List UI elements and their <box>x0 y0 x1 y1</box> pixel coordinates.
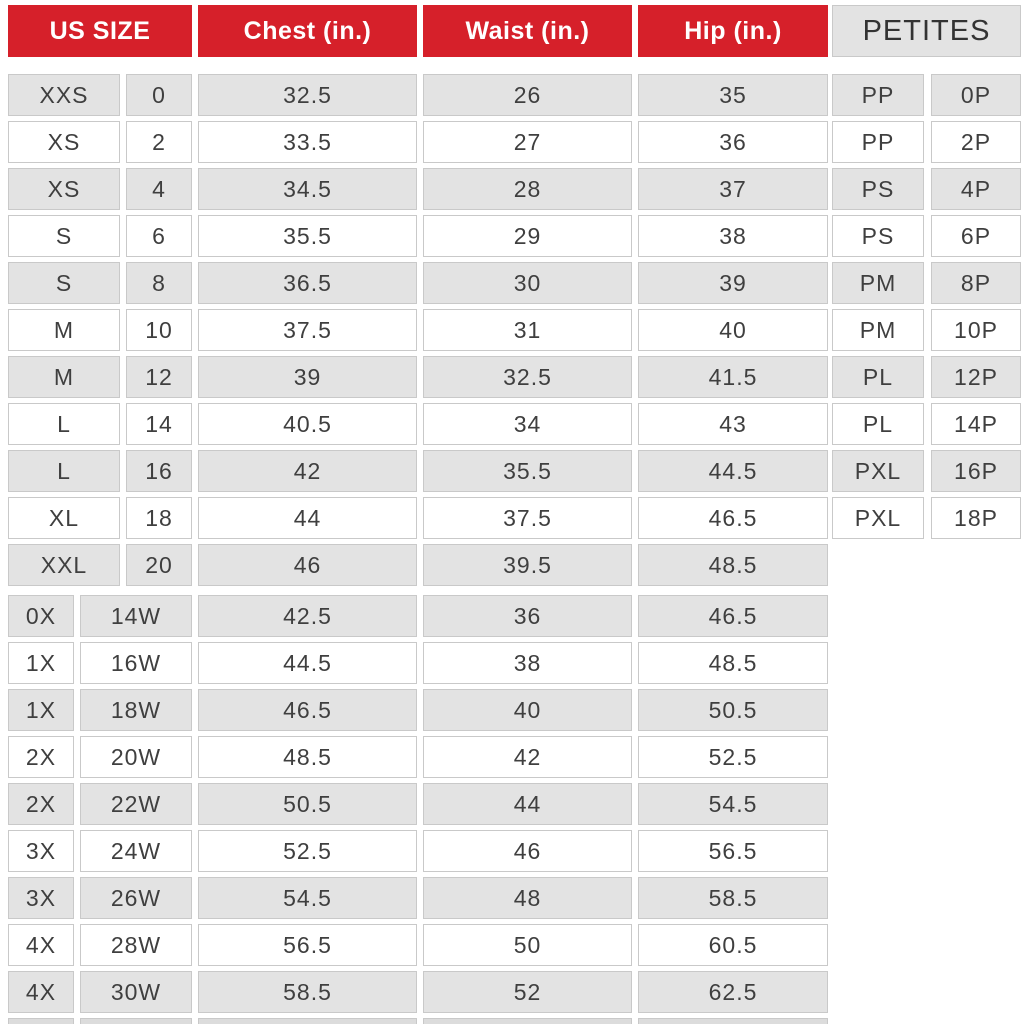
size-number-cell: 28W <box>80 924 192 966</box>
waist-cell: 38 <box>423 642 632 684</box>
hip-cell: 36 <box>638 121 828 163</box>
chest-cell: 46 <box>198 544 417 586</box>
waist-cell: 50 <box>423 924 632 966</box>
size-label-cell: XXL <box>8 544 120 586</box>
hip-cell: 54.5 <box>638 783 828 825</box>
size-number-cell: 16W <box>80 642 192 684</box>
hip-cell: 56.5 <box>638 830 828 872</box>
size-label-cell: L <box>8 450 120 492</box>
size-label-cell: XL <box>8 497 120 539</box>
size-number-cell: 20 <box>126 544 192 586</box>
petite-size-number-cell: 8P <box>931 262 1021 304</box>
hip-cell: 41.5 <box>638 356 828 398</box>
size-label-cell: M <box>8 356 120 398</box>
chest-cell: 52.5 <box>198 830 417 872</box>
waist-cell: 39.5 <box>423 544 632 586</box>
petite-size-label-cell: PS <box>832 215 924 257</box>
waist-cell: 44 <box>423 783 632 825</box>
hip-cell: 48.5 <box>638 544 828 586</box>
petite-size-number-cell: 2P <box>931 121 1021 163</box>
waist-cell: 29 <box>423 215 632 257</box>
col-header-hip: Hip (in.) <box>638 5 828 57</box>
size-label-cell: 2X <box>8 783 74 825</box>
petites-section <box>832 74 1021 539</box>
waist-cell: 30 <box>423 262 632 304</box>
size-label-cell: S <box>8 215 120 257</box>
size-label-cell: 3X <box>8 830 74 872</box>
chest-cell: 54.5 <box>198 877 417 919</box>
hip-cell: 40 <box>638 309 828 351</box>
hip-cell: 50.5 <box>638 689 828 731</box>
main-header-row <box>8 5 828 57</box>
size-label-cell: XS <box>8 168 120 210</box>
petite-size-label-cell: PL <box>832 356 924 398</box>
size-number-cell: 2 <box>126 121 192 163</box>
waist-cell: 37.5 <box>423 497 632 539</box>
petite-size-label-cell: PP <box>832 74 924 116</box>
hip-cell: 48.5 <box>638 642 828 684</box>
size-label-cell: S <box>8 262 120 304</box>
size-number-cell: 18 <box>126 497 192 539</box>
chest-cell: 58.5 <box>198 971 417 1013</box>
petite-size-label-cell: PXL <box>832 497 924 539</box>
chest-cell: 42.5 <box>198 595 417 637</box>
chest-cell: 34.5 <box>198 168 417 210</box>
waist-cell: 48 <box>423 877 632 919</box>
waist-cell: 40 <box>423 689 632 731</box>
size-label-cell: 1X <box>8 689 74 731</box>
chest-cell: 40.5 <box>198 403 417 445</box>
hip-cell: 46.5 <box>638 595 828 637</box>
waist-cell: 28 <box>423 168 632 210</box>
waist-cell: 32.5 <box>423 356 632 398</box>
size-number-cell: 0 <box>126 74 192 116</box>
waist-cell: 46 <box>423 830 632 872</box>
petite-size-label-cell: PP <box>832 121 924 163</box>
petite-size-label-cell: PS <box>832 168 924 210</box>
size-label-cell: 3X <box>8 877 74 919</box>
waist-cell: 42 <box>423 736 632 778</box>
chest-cell: 50.5 <box>198 783 417 825</box>
waist-cell: 34 <box>423 403 632 445</box>
petite-size-label-cell: PM <box>832 309 924 351</box>
waist-cell: 52 <box>423 971 632 1013</box>
regular-size-section <box>8 74 828 586</box>
size-number-cell: 20W <box>80 736 192 778</box>
petites-header: PETITES <box>832 5 1021 57</box>
petite-size-label-cell: PXL <box>832 450 924 492</box>
chest-cell: 36.5 <box>198 262 417 304</box>
size-number-cell: 14W <box>80 595 192 637</box>
col-header-waist: Waist (in.) <box>423 5 632 57</box>
chest-cell: 44 <box>198 497 417 539</box>
size-label-cell: 1X <box>8 642 74 684</box>
petite-size-number-cell: 12P <box>931 356 1021 398</box>
cutoff-row <box>8 1018 828 1024</box>
chest-cell: 42 <box>198 450 417 492</box>
chest-cell: 35.5 <box>198 215 417 257</box>
petite-size-number-cell: 16P <box>931 450 1021 492</box>
petite-size-number-cell: 10P <box>931 309 1021 351</box>
waist-cell: 31 <box>423 309 632 351</box>
petite-size-number-cell: 0P <box>931 74 1021 116</box>
hip-cell: 39 <box>638 262 828 304</box>
size-number-cell: 12 <box>126 356 192 398</box>
hip-cell: 43 <box>638 403 828 445</box>
petite-size-label-cell: PL <box>832 403 924 445</box>
waist-cell: 35.5 <box>423 450 632 492</box>
size-label-cell: 4X <box>8 924 74 966</box>
waist-cell: 27 <box>423 121 632 163</box>
hip-cell: 38 <box>638 215 828 257</box>
size-number-cell: 4 <box>126 168 192 210</box>
chest-cell: 39 <box>198 356 417 398</box>
size-number-cell: 26W <box>80 877 192 919</box>
hip-cell: 46.5 <box>638 497 828 539</box>
size-number-cell: 14 <box>126 403 192 445</box>
cutoff-row-cell <box>80 1018 192 1024</box>
chest-cell: 37.5 <box>198 309 417 351</box>
plus-size-section <box>8 595 828 1013</box>
size-label-cell: XXS <box>8 74 120 116</box>
size-label-cell: XS <box>8 121 120 163</box>
hip-cell: 35 <box>638 74 828 116</box>
col-header-us-size: US SIZE <box>8 5 192 57</box>
size-label-cell: 4X <box>8 971 74 1013</box>
waist-cell: 36 <box>423 595 632 637</box>
waist-cell: 26 <box>423 74 632 116</box>
petite-size-number-cell: 4P <box>931 168 1021 210</box>
hip-cell: 44.5 <box>638 450 828 492</box>
hip-cell: 62.5 <box>638 971 828 1013</box>
size-number-cell: 22W <box>80 783 192 825</box>
cutoff-row-cell <box>423 1018 632 1024</box>
size-number-cell: 6 <box>126 215 192 257</box>
hip-cell: 60.5 <box>638 924 828 966</box>
petite-size-number-cell: 14P <box>931 403 1021 445</box>
size-label-cell: 2X <box>8 736 74 778</box>
chest-cell: 33.5 <box>198 121 417 163</box>
size-label-cell: L <box>8 403 120 445</box>
size-number-cell: 18W <box>80 689 192 731</box>
chest-cell: 32.5 <box>198 74 417 116</box>
chest-cell: 46.5 <box>198 689 417 731</box>
petite-size-number-cell: 6P <box>931 215 1021 257</box>
hip-cell: 52.5 <box>638 736 828 778</box>
size-number-cell: 16 <box>126 450 192 492</box>
hip-cell: 58.5 <box>638 877 828 919</box>
size-label-cell: M <box>8 309 120 351</box>
size-number-cell: 10 <box>126 309 192 351</box>
size-number-cell: 30W <box>80 971 192 1013</box>
size-number-cell: 8 <box>126 262 192 304</box>
petite-size-label-cell: PM <box>832 262 924 304</box>
chest-cell: 56.5 <box>198 924 417 966</box>
cutoff-row-cell <box>638 1018 828 1024</box>
hip-cell: 37 <box>638 168 828 210</box>
chest-cell: 44.5 <box>198 642 417 684</box>
cutoff-row-cell <box>8 1018 74 1024</box>
col-header-chest: Chest (in.) <box>198 5 417 57</box>
petite-size-number-cell: 18P <box>931 497 1021 539</box>
chest-cell: 48.5 <box>198 736 417 778</box>
size-label-cell: 0X <box>8 595 74 637</box>
size-number-cell: 24W <box>80 830 192 872</box>
cutoff-row-cell <box>198 1018 417 1024</box>
